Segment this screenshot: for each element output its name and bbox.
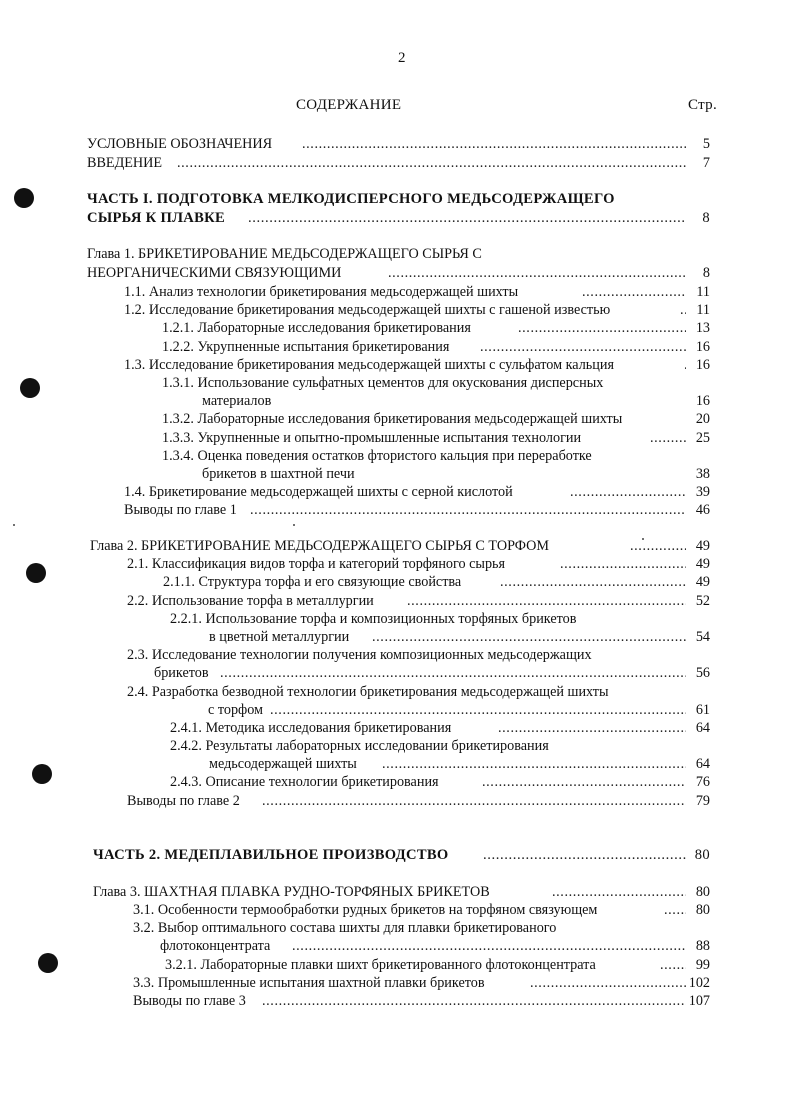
leader-dots [220,664,686,682]
toc-row [0,956,792,974]
toc-entry-text: брикетов в шахтной печи [202,466,355,482]
leader-dots [262,992,686,1010]
toc-row [0,245,792,263]
toc-row [0,937,792,955]
toc-row [0,209,792,227]
leader-dots [582,283,686,301]
toc-row [0,555,792,573]
toc-page-number: 52 [695,593,710,609]
toc-row [0,683,792,701]
toc-entry-text: 2.4.2. Результаты лабораторных исследовании брикетирования [170,738,549,754]
toc-page-number: 49 [695,538,710,554]
toc-entry-text: ЧАСТЬ I. ПОДГОТОВКА МЕЛКОДИСПЕРСНОГО МЕДЬСОДЕРЖАЩЕГО [87,191,615,207]
toc-entry-text: Выводы по главе 2 [127,793,240,809]
leader-dots [570,483,686,501]
toc-entry-text: Выводы по главе 1 [124,502,237,518]
leader-dots [248,209,686,227]
toc-row [0,283,792,301]
toc-page-number: 39 [695,484,710,500]
toc-page-number: 107 [688,993,710,1009]
toc-entry-text: 2.4.3. Описание технологии брикетирования [170,774,439,790]
toc-page-number: 46 [695,502,710,518]
toc-row [0,646,792,664]
page-title: СОДЕРЖАНИЕ [296,97,402,113]
toc-row [0,338,792,356]
leader-dots [498,719,686,737]
toc-page-number: 25 [695,430,710,446]
page-number: 2 [398,50,406,66]
toc-page-number: 5 [702,136,710,152]
toc-page-number: 7 [702,155,710,171]
toc-page-number: 16 [695,339,710,355]
leader-dots [372,628,686,646]
scan-speck [293,524,295,526]
toc-entry-text: Глава 1. БРИКЕТИРОВАНИЕ МЕДЬСОДЕРЖАЩЕГО СЫРЬЯ С [87,246,482,262]
toc-page-number: 54 [695,629,710,645]
toc-entry-text: НЕОРГАНИЧЕСКИМИ СВЯЗУЮЩИМИ [87,265,342,281]
toc-row [0,846,792,864]
toc-page-number: 99 [695,957,710,973]
leader-dots [664,901,686,919]
toc-page-number: 80 [695,884,710,900]
toc-page-number: 64 [695,756,710,772]
leader-dots [382,755,686,773]
leader-dots [530,974,686,992]
toc-entry-text: 1.2.2. Укрупненные испытания брикетирования [162,339,450,355]
toc-page-number: 61 [695,702,710,718]
toc-row [0,429,792,447]
page-column-label: Стр. [688,97,717,113]
toc-row [0,190,792,208]
toc-entry-text: УСЛОВНЫЕ ОБОЗНАЧЕНИЯ [87,136,273,152]
toc-page-number: 102 [688,975,710,991]
toc-entry-text: 3.2. Выбор оптимального состава шихты для плавки брикетированого [133,920,557,936]
toc-row [0,719,792,737]
leader-dots [552,883,686,901]
toc-entry-text: 3.2.1. Лабораторные плавки шихт брикетированного флотоконцентрата [165,957,596,973]
toc-page-number: 76 [695,774,710,790]
toc-page-number: 16 [695,393,710,409]
toc-entry-text: 1.3.1. Использование сульфатных цементов для окускования дисперсных [162,375,604,391]
toc-row [0,465,792,483]
toc-row [0,501,792,519]
leader-dots [650,429,686,447]
toc-row [0,773,792,791]
toc-page-number: 38 [695,466,710,482]
toc-entry-text: 2.1. Классификация видов торфа и категорий торфяного сырья [127,556,506,572]
toc-entry-text: 1.2.1. Лабораторные исследования брикетирования [162,320,471,336]
leader-dots [684,356,686,374]
toc-entry-text: 1.4. Брикетирование медьсодержащей шихты с серной кислотой [124,484,513,500]
toc-entry-text: СЫРЬЯ К ПЛАВКЕ [87,210,226,226]
toc-row [0,992,792,1010]
leader-dots [407,592,686,610]
toc-page-number: 88 [695,938,710,954]
toc-page-number: 8 [702,210,710,226]
leader-dots [262,792,686,810]
toc-entry-text: 2.4.1. Методика исследования брикетирования [170,720,452,736]
leader-dots [480,338,686,356]
toc-row [0,755,792,773]
toc-entry-text: Выводы по главе 3 [133,993,246,1009]
toc-row [0,447,792,465]
toc-row [0,537,792,555]
toc-row [0,410,792,428]
toc-entry-text: 3.1. Особенности термообработки рудных брикетов на торфяном связующем [133,902,598,918]
toc-row [0,701,792,719]
toc-row [0,792,792,810]
toc-entry-text: 2.2.1. Использование торфа и композиционных торфяных брикетов [170,611,577,627]
leader-dots [660,956,686,974]
toc-entry-text: медьсодержащей шихты [209,756,357,772]
toc-row [0,319,792,337]
toc-entry-text: 3.3. Промышленные испытания шахтной плавки брикетов [133,975,485,991]
toc-page-number: 80 [694,847,710,863]
toc-row [0,483,792,501]
toc-page-number: 13 [695,320,710,336]
toc-page-number: 11 [696,302,710,318]
toc-row [0,264,792,282]
toc-page-number: 64 [695,720,710,736]
toc-row [0,573,792,591]
toc-row [0,356,792,374]
toc-page-number: 49 [695,574,710,590]
toc-row [0,135,792,153]
leader-dots [483,846,686,864]
toc-row [0,628,792,646]
toc-entry-text: флотоконцентрата [160,938,271,954]
toc-page-number: 49 [695,556,710,572]
toc-entry-text: 1.3.3. Укрупненные и опытно-промышленные испытания технологии [162,430,582,446]
toc-page-number: 16 [695,357,710,373]
toc-entry-text: 1.3.2. Лабораторные исследования брикетирования медьсодержащей шихты [162,411,623,427]
toc-entry-text: ВВЕДЕНИЕ [87,155,163,171]
leader-dots [388,264,686,282]
leader-dots [270,701,686,719]
toc-entry-text: ЧАСТЬ 2. МЕДЕПЛАВИЛЬНОЕ ПРОИЗВОДСТВО [93,847,449,863]
toc-entry-text: с торфом [208,702,264,718]
toc-entry-text: 1.3.4. Оценка поведения остатков фтористого кальция при переработке [162,448,592,464]
toc-entry-text: 1.1. Анализ технологии брикетирования медьсодержащей шихты [124,284,519,300]
toc-row [0,610,792,628]
toc-row [0,664,792,682]
leader-dots [680,301,686,319]
toc-row [0,919,792,937]
toc-entry-text: Глава 2. БРИКЕТИРОВАНИЕ МЕДЬСОДЕРЖАЩЕГО СЫРЬЯ С ТОРФОМ [90,538,550,554]
toc-entry-text: 2.3. Исследование технологии получения композиционных медьсодержащих [127,647,592,663]
toc-entry-text: 2.1.1. Структура торфа и его связующие свойства [163,574,462,590]
toc-entry-text: 1.3. Исследование брикетирования медьсодержащей шихты с сульфатом кальция [124,357,614,373]
toc-row [0,592,792,610]
toc-entry-text: 2.2. Использование торфа в металлургии [127,593,374,609]
toc-row [0,901,792,919]
toc-page-number: 11 [696,284,710,300]
toc-entry-text: в цветной металлургии [209,629,350,645]
toc-row [0,392,792,410]
toc-page-number: 79 [695,793,710,809]
leader-dots [518,319,686,337]
toc-page-number: 8 [702,265,710,281]
leader-dots [630,537,686,555]
toc-page-number: 56 [695,665,710,681]
toc-entry-text: брикетов [154,665,209,681]
toc-row [0,883,792,901]
leader-dots [560,555,686,573]
leader-dots [302,135,686,153]
toc-entry-text: 2.4. Разработка безводной технологии брикетирования медьсодержащей шихты [127,684,609,700]
leader-dots [250,501,686,519]
toc-page-number: 20 [695,411,710,427]
toc-entry-text: материалов [202,393,272,409]
leader-dots [177,154,686,172]
toc-row [0,974,792,992]
leader-dots [500,573,686,591]
toc-row [0,154,792,172]
toc-row [0,374,792,392]
toc-page-number: 80 [695,902,710,918]
leader-dots [482,773,686,791]
toc-entry-text: Глава 3. ШАХТНАЯ ПЛАВКА РУДНО-ТОРФЯНЫХ БРИКЕТОВ [93,884,490,900]
toc-row [0,737,792,755]
leader-dots [292,937,686,955]
toc-entry-text: 1.2. Исследование брикетирования медьсодержащей шихты с гашеной известью [124,302,611,318]
scan-speck [13,524,15,526]
toc-row [0,301,792,319]
